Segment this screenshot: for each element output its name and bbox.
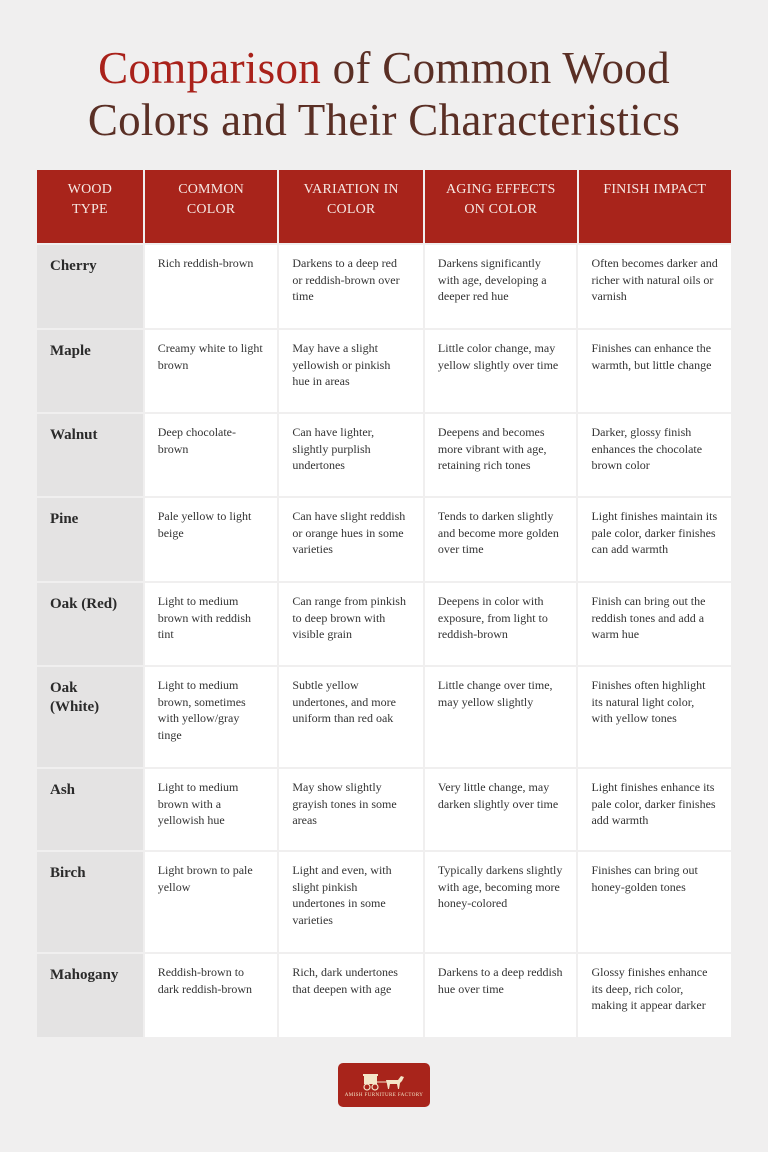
cell-variation-in-color: Can range from pinkish to deep brown with visible grain <box>279 583 423 665</box>
cell-wood-type: Cherry <box>37 245 143 328</box>
table-row <box>37 852 731 952</box>
cell-variation-in-color: Can have lighter, slightly purplish undertones <box>279 414 423 496</box>
cell-variation-in-color: Can have slight reddish or orange hues in some varieties <box>279 498 423 581</box>
cell-common-color: Creamy white to light brown <box>145 330 278 412</box>
cell-wood-type: Walnut <box>37 414 143 496</box>
cell-variation-in-color: May have a slight yellowish or pinkish hue in areas <box>279 330 423 412</box>
comparison-table <box>37 170 731 1039</box>
table-header-row <box>37 170 731 243</box>
title-accent: Comparison <box>98 43 322 93</box>
cell-aging-effects: Darkens to a deep reddish hue over time <box>425 954 577 1037</box>
cell-common-color: Rich reddish-brown <box>145 245 278 328</box>
header-common-color: COMMON COLOR <box>145 170 278 243</box>
cell-aging-effects: Deepens and becomes more vibrant with age, retaining rich tones <box>425 414 577 496</box>
cell-variation-in-color: Subtle yellow undertones, and more uniform than red oak <box>279 667 423 767</box>
cell-common-color: Pale yellow to light beige <box>145 498 278 581</box>
cell-variation-in-color: May show slightly grayish tones in some areas <box>279 769 423 850</box>
cell-wood-type: Maple <box>37 330 143 412</box>
cell-aging-effects: Little color change, may yellow slightly over time <box>425 330 577 412</box>
cell-finish-impact: Light finishes maintain its pale color, darker finishes can add warmth <box>578 498 731 581</box>
cell-wood-type: Oak (Red) <box>37 583 143 665</box>
cell-finish-impact: Finish can bring out the reddish tones and add a warm hue <box>578 583 731 665</box>
cell-finish-impact: Finishes often highlight its natural light color, with yellow tones <box>578 667 731 767</box>
cell-wood-type: Birch <box>37 852 143 952</box>
header-aging: AGING EFFECTS ON COLOR <box>425 170 577 243</box>
table-row <box>37 245 731 328</box>
cell-finish-impact: Often becomes darker and richer with natural oils or varnish <box>578 245 731 328</box>
cell-variation-in-color: Light and even, with slight pinkish undertones in some varieties <box>279 852 423 952</box>
cell-variation-in-color: Darkens to a deep red or reddish-brown over time <box>279 245 423 328</box>
cell-wood-type: Ash <box>37 769 143 850</box>
cell-common-color: Deep chocolate-brown <box>145 414 278 496</box>
table-row <box>37 583 731 665</box>
cell-common-color: Light to medium brown with a yellowish hue <box>145 769 278 850</box>
cell-wood-type: Oak (White) <box>37 667 143 767</box>
table-row <box>37 330 731 412</box>
table-row <box>37 769 731 850</box>
cell-wood-type: Mahogany <box>37 954 143 1037</box>
cell-aging-effects: Typically darkens slightly with age, becoming more honey-colored <box>425 852 577 952</box>
brand-name: AMISH FURNITURE FACTORY <box>344 1092 424 1098</box>
header-wood-type: WOOD TYPE <box>37 170 143 243</box>
cell-finish-impact: Darker, glossy finish enhances the chocolate brown color <box>578 414 731 496</box>
cell-aging-effects: Darkens significantly with age, developing a deeper red hue <box>425 245 577 328</box>
header-variation: VARIATION IN COLOR <box>279 170 423 243</box>
cell-aging-effects: Tends to darken slightly and become more golden over time <box>425 498 577 581</box>
cell-common-color: Reddish-brown to dark reddish-brown <box>145 954 278 1037</box>
title-rest: of Common Wood <box>321 43 670 93</box>
title-line-2: Colors and Their Characteristics <box>87 95 681 145</box>
cell-common-color: Light brown to pale yellow <box>145 852 278 952</box>
table-row <box>37 414 731 496</box>
table-row <box>37 954 731 1037</box>
cell-aging-effects: Deepens in color with exposure, from light to reddish-brown <box>425 583 577 665</box>
cell-wood-type: Pine <box>37 498 143 581</box>
horse-buggy-icon <box>361 1073 407 1091</box>
header-finish: FINISH IMPACT <box>579 170 732 243</box>
cell-finish-impact: Finishes can bring out honey-golden tones <box>578 852 731 952</box>
cell-aging-effects: Very little change, may darken slightly over time <box>425 769 577 850</box>
cell-aging-effects: Little change over time, may yellow slightly <box>425 667 577 767</box>
cell-common-color: Light to medium brown with reddish tint <box>145 583 278 665</box>
cell-finish-impact: Finishes can enhance the warmth, but little change <box>578 330 731 412</box>
cell-variation-in-color: Rich, dark undertones that deepen with age <box>279 954 423 1037</box>
table-row <box>37 667 731 767</box>
cell-common-color: Light to medium brown, sometimes with yellow/gray tinge <box>145 667 278 767</box>
cell-finish-impact: Glossy finishes enhance its deep, rich color, making it appear darker <box>578 954 731 1037</box>
title-line-1 <box>0 42 768 94</box>
table-row <box>37 498 731 581</box>
brand-logo[interactable] <box>338 1063 430 1107</box>
cell-finish-impact: Light finishes enhance its pale color, darker finishes add warmth <box>578 769 731 850</box>
page-title <box>0 42 768 146</box>
